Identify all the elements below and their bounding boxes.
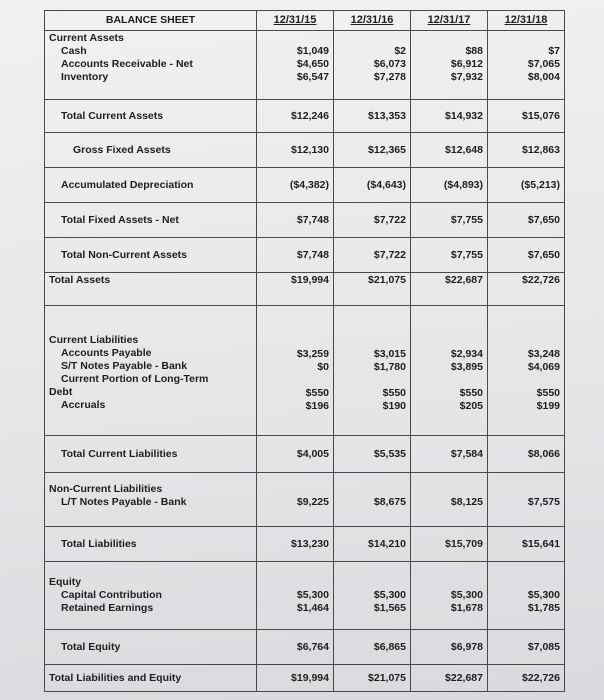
value-cell: $6,865	[334, 630, 411, 665]
row-label: Accruals	[61, 399, 106, 411]
section-heading: Equity	[49, 576, 82, 588]
value-cell: $7,755	[411, 238, 488, 273]
header-row	[45, 11, 565, 31]
label-text: Accumulated Depreciation	[61, 178, 194, 191]
total-fixed-assets-net-row	[45, 203, 565, 238]
value-cell: $7,722	[334, 238, 411, 273]
value: $2,934	[450, 348, 483, 360]
value-cell: $8,675	[334, 473, 411, 527]
value: $6,073	[373, 58, 406, 70]
value-cell	[334, 31, 411, 100]
value: $5,300	[373, 589, 406, 601]
value-cell: $6,764	[257, 630, 334, 665]
row-label	[45, 203, 257, 238]
value-cell: $7,722	[334, 203, 411, 238]
value: $1,678	[450, 602, 483, 614]
row-label: S/T Notes Payable - Bank	[61, 360, 188, 372]
value-cell	[257, 306, 334, 436]
value-cell: $15,076	[488, 100, 565, 133]
value-cell: $9,225	[257, 473, 334, 527]
value-cell: $22,687	[411, 665, 488, 692]
value-cell	[488, 306, 565, 436]
value-cell: $14,210	[334, 527, 411, 562]
value: $8,004	[527, 71, 560, 83]
row-label: L/T Notes Payable - Bank	[61, 496, 187, 508]
value: $7,065	[527, 58, 560, 70]
value-cell: $7,748	[257, 238, 334, 273]
total-current-assets-row	[45, 100, 565, 133]
value-cell: ($4,382)	[257, 168, 334, 203]
current-assets-labels	[45, 31, 257, 100]
sheet-title: BALANCE SHEET	[45, 11, 257, 31]
value: $3,259	[296, 348, 329, 360]
label-text: Total Current Assets	[61, 109, 164, 122]
value-cell: $14,932	[411, 100, 488, 133]
value-cell: $22,687	[411, 273, 488, 306]
value: $190	[382, 400, 406, 412]
balance-sheet-table	[44, 10, 565, 692]
value: $196	[305, 400, 329, 412]
non-current-liabilities-block	[45, 473, 565, 527]
value: $7	[548, 45, 560, 57]
non-current-liabilities-labels	[45, 473, 257, 527]
value-cell: $6,978	[411, 630, 488, 665]
equity-labels	[45, 562, 257, 630]
value: $5,300	[450, 589, 483, 601]
date-header: 12/31/18	[488, 11, 565, 31]
accumulated-depreciation-row	[45, 168, 565, 203]
row-label	[45, 100, 257, 133]
row-label	[45, 436, 257, 473]
value-cell: $12,130	[257, 133, 334, 168]
value-cell: $12,246	[257, 100, 334, 133]
value-cell: $13,353	[334, 100, 411, 133]
label-text: Total Current Liabilities	[61, 447, 178, 460]
value-cell: $22,726	[488, 665, 565, 692]
value: $550	[305, 387, 329, 399]
row-label: Total Liabilities and Equity	[45, 665, 257, 692]
value: $6,547	[296, 71, 329, 83]
value: $550	[536, 387, 560, 399]
row-label	[45, 133, 257, 168]
value: $2	[394, 45, 406, 57]
row-label: Accounts Payable	[61, 347, 152, 359]
value-cell	[488, 31, 565, 100]
value-cell: ($5,213)	[488, 168, 565, 203]
value-cell	[257, 31, 334, 100]
section-heading: Current Assets	[49, 32, 124, 44]
current-liabilities-labels	[45, 306, 257, 436]
value-cell	[411, 306, 488, 436]
value: $1,049	[296, 45, 329, 57]
value: $88	[465, 45, 483, 57]
value-cell: $7,650	[488, 238, 565, 273]
value-cell: $13,230	[257, 527, 334, 562]
value: $199	[536, 400, 560, 412]
value-cell: $19,994	[257, 273, 334, 306]
label-text: Total Fixed Assets - Net	[61, 213, 179, 226]
value: $1,464	[296, 602, 329, 614]
value: $3,248	[527, 348, 560, 360]
value-cell: $21,075	[334, 273, 411, 306]
value: $205	[459, 400, 483, 412]
value-cell: $15,641	[488, 527, 565, 562]
value: $4,069	[527, 361, 560, 373]
value-cell	[257, 562, 334, 630]
row-label: Current Portion of Long-Term	[61, 373, 209, 385]
value-cell: $12,863	[488, 133, 565, 168]
label-text: Total Equity	[61, 640, 121, 653]
value: $5,300	[296, 589, 329, 601]
row-label	[45, 630, 257, 665]
total-assets-row	[45, 273, 565, 306]
value: $1,565	[373, 602, 406, 614]
value-cell	[334, 306, 411, 436]
value: $7,278	[373, 71, 406, 83]
equity-block	[45, 562, 565, 630]
value: $6,912	[450, 58, 483, 70]
value: $550	[382, 387, 406, 399]
row-label: Accounts Receivable - Net	[61, 58, 193, 70]
total-liabilities-equity-row	[45, 665, 565, 692]
value: $1,780	[373, 361, 406, 373]
value: $4,650	[296, 58, 329, 70]
value: $5,300	[527, 589, 560, 601]
total-liabilities-row	[45, 527, 565, 562]
current-assets-block	[45, 31, 565, 100]
value: $550	[459, 387, 483, 399]
value-cell: $22,726	[488, 273, 565, 306]
row-label	[45, 168, 257, 203]
row-label: Capital Contribution	[61, 589, 162, 601]
value-cell: $8,066	[488, 436, 565, 473]
value-cell: $19,994	[257, 665, 334, 692]
value-cell: $7,085	[488, 630, 565, 665]
row-label: Total Assets	[45, 273, 257, 306]
value-cell: $15,709	[411, 527, 488, 562]
total-non-current-assets-row	[45, 238, 565, 273]
value-cell	[488, 562, 565, 630]
value: $0	[317, 361, 329, 373]
gross-fixed-assets-row	[45, 133, 565, 168]
row-label: Retained Earnings	[61, 602, 154, 614]
value-cell: $8,125	[411, 473, 488, 527]
value-cell: $7,748	[257, 203, 334, 238]
label-text: Gross Fixed Assets	[73, 143, 171, 156]
value-cell	[334, 562, 411, 630]
value-cell: ($4,643)	[334, 168, 411, 203]
row-label: Debt	[49, 386, 73, 398]
section-heading: Non-Current Liabilities	[49, 483, 163, 495]
row-label: Cash	[61, 45, 87, 57]
value-cell: $21,075	[334, 665, 411, 692]
value-cell: $7,755	[411, 203, 488, 238]
value-cell: ($4,893)	[411, 168, 488, 203]
total-current-liabilities-row	[45, 436, 565, 473]
value-cell: $12,648	[411, 133, 488, 168]
value-cell: $12,365	[334, 133, 411, 168]
value: $3,895	[450, 361, 483, 373]
value-cell: $4,005	[257, 436, 334, 473]
value-cell	[411, 562, 488, 630]
date-header: 12/31/17	[411, 11, 488, 31]
value-cell: $7,650	[488, 203, 565, 238]
value: $1,785	[527, 602, 560, 614]
row-label: Inventory	[61, 71, 109, 83]
value-cell: $5,535	[334, 436, 411, 473]
date-header: 12/31/15	[257, 11, 334, 31]
label-text: Total Liabilities	[61, 537, 137, 550]
row-label	[45, 527, 257, 562]
total-equity-row	[45, 630, 565, 665]
current-liabilities-block	[45, 306, 565, 436]
value: $7,932	[450, 71, 483, 83]
value-cell: $7,575	[488, 473, 565, 527]
row-label	[45, 238, 257, 273]
label-text: Total Non-Current Assets	[61, 248, 188, 261]
date-header: 12/31/16	[334, 11, 411, 31]
value-cell	[411, 31, 488, 100]
value: $3,015	[373, 348, 406, 360]
section-heading: Current Liabilities	[49, 334, 139, 346]
value-cell: $7,584	[411, 436, 488, 473]
